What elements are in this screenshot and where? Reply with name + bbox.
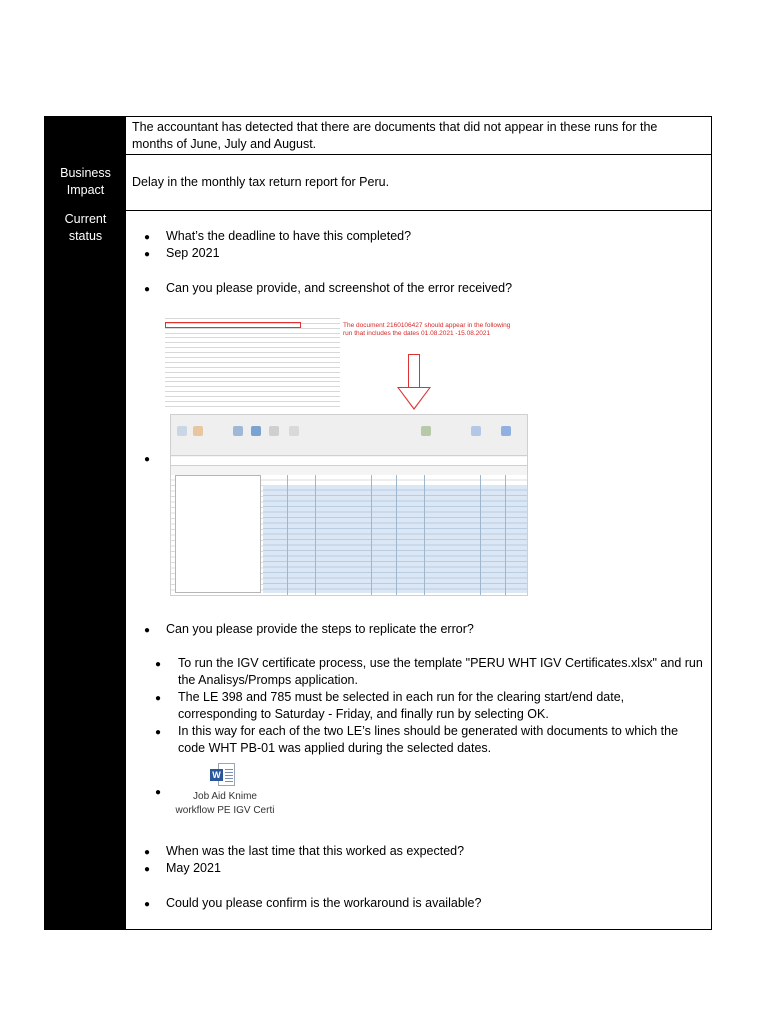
bullet-icon: ● <box>144 232 151 243</box>
formula-bar <box>171 457 527 466</box>
question-steps: Can you please provide the steps to replicate the error? <box>166 622 474 636</box>
current-status-label-2: status <box>68 229 103 243</box>
step-2-line-2: corresponding to Saturday - Friday, and finally run by selecting OK. <box>178 707 549 721</box>
question-deadline: What’s the deadline to have this completed? <box>166 229 412 243</box>
business-impact-label-2: Impact <box>66 183 105 197</box>
row-divider <box>126 154 711 155</box>
bullet-icon: ● <box>144 454 151 465</box>
step-3-line-2: code WHT PB-01 was applied during the selected dates. <box>178 741 492 755</box>
error-screenshot-vendor-list <box>165 314 527 410</box>
row-divider <box>126 210 711 211</box>
step-1-line-1: To run the IGV certificate process, use the template "PERU WHT IGV Certificates.xlsx" and run <box>178 656 703 670</box>
bullet-icon: ● <box>144 284 151 295</box>
screenshot-note-line-1: The document 2160106427 should appear in the following <box>343 322 511 329</box>
bullet-icon: ● <box>155 727 162 738</box>
intro-line-2: months of June, July and August. <box>132 137 317 151</box>
bullet-icon: ● <box>144 864 151 875</box>
step-3-line-1: In this way for each of the two LE’s lines should be generated with documents to which the <box>178 724 679 738</box>
filter-popup <box>175 475 261 593</box>
error-screenshot-excel-filter <box>170 414 528 596</box>
excel-ribbon <box>171 415 527 456</box>
screenshot-note <box>343 322 513 338</box>
bullet-icon: ● <box>144 899 151 910</box>
bullet-icon: ● <box>144 625 151 636</box>
bullet-icon: ● <box>155 659 162 670</box>
bullet-icon: ● <box>155 787 162 798</box>
step-2-line-1: The LE 398 and 785 must be selected in each run for the clearing start/end date, <box>178 690 625 704</box>
answer-last-worked: May 2021 <box>166 861 221 875</box>
word-logo-icon: W <box>210 769 223 781</box>
screenshot-note-line-2: run that includes the dates 01.08.2021 -15.08.2021 <box>343 330 491 337</box>
bullet-icon: ● <box>155 693 162 704</box>
answer-deadline: Sep 2021 <box>166 246 220 260</box>
intro-line-1: The accountant has detected that there are documents that did not appear in these runs for the <box>132 120 658 134</box>
business-impact-text: Delay in the monthly tax return report for Peru. <box>132 175 390 189</box>
highlight-box <box>165 322 301 328</box>
business-impact-label-1: Business <box>60 166 111 180</box>
question-workaround: Could you please confirm is the workaround is available? <box>166 896 482 910</box>
bullet-icon: ● <box>144 249 151 260</box>
down-arrow-icon <box>408 354 420 388</box>
question-screenshot: Can you please provide, and screenshot of the error received? <box>166 281 513 295</box>
attachment-name-line-2[interactable]: workflow PE IGV Certi <box>175 805 275 816</box>
question-last-worked: When was the last time that this worked as expected? <box>166 844 465 858</box>
word-document-icon[interactable] <box>210 763 235 787</box>
current-status-label-1: Current <box>64 212 107 226</box>
attachment-name-line-1[interactable]: Job Aid Knime <box>193 791 257 802</box>
spreadsheet-rows <box>165 314 340 410</box>
step-1-line-2: the Analisys/Promps application. <box>178 673 358 687</box>
bullet-icon: ● <box>144 847 151 858</box>
